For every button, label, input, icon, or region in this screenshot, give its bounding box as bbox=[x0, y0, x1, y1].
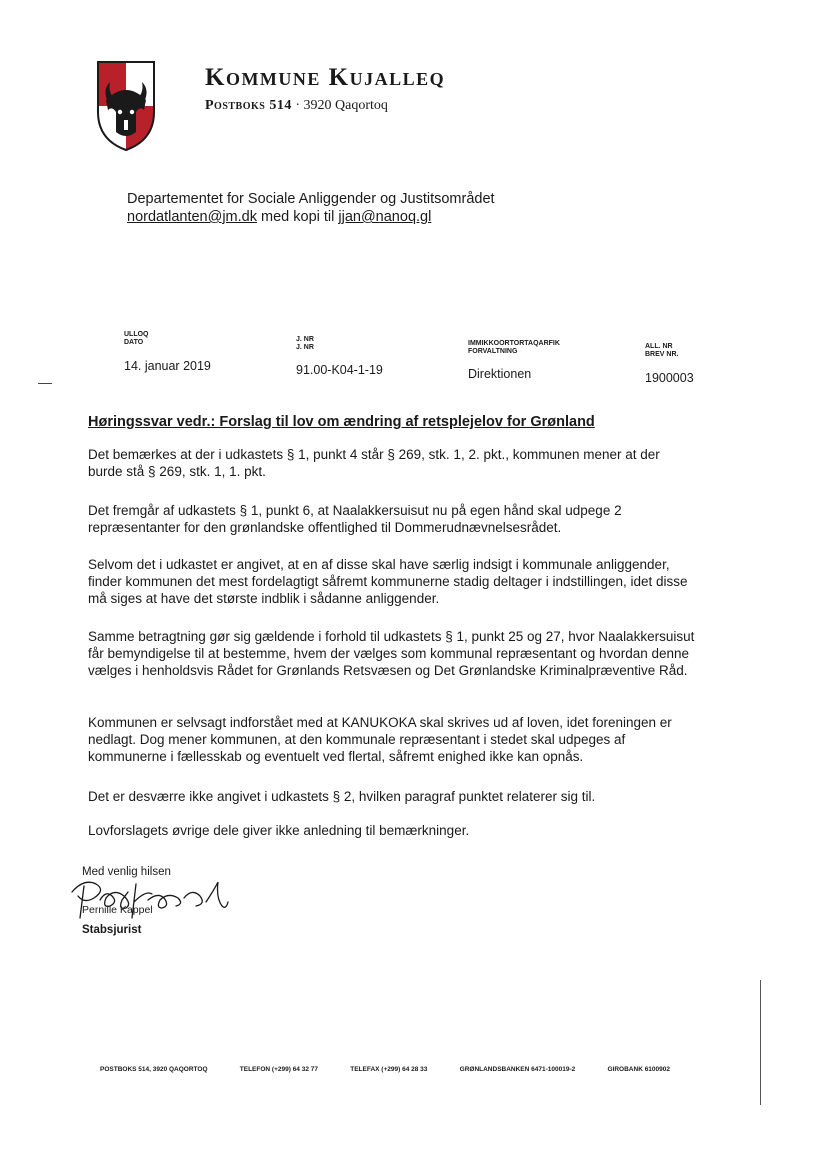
body-paragraph: Kommunen er selvsagt indforstået med at KANUKOKA skal skrives ud af loven, idet foreningen er nedlagt. Dog mener kommunen, at den kommunale repræsentant i stedet skal udpeges af kommunerne i fællesskab og eventuelt ved flertal, såfremt enighed ikke kan opnås. bbox=[88, 715, 672, 764]
recipient-email-primary[interactable]: nordatlanten@jm.dk bbox=[127, 209, 257, 225]
date-value: 14. januar 2019 bbox=[124, 359, 211, 373]
address-rest: 3920 Qaqortoq bbox=[303, 98, 388, 113]
organization-name: Kommune Kujalleq bbox=[205, 64, 446, 91]
address-separator: · bbox=[295, 98, 301, 113]
letter-number-label: ALL. NR BREV NR. bbox=[645, 343, 679, 358]
letter-number-value: 1900003 bbox=[645, 371, 694, 385]
recipient-emails bbox=[127, 208, 495, 226]
letter-subject: Høringssvar vedr.: Forslag til lov om ændring af retsplejelov for Grønland bbox=[88, 414, 595, 430]
footer-bank: GRØNLANDSBANKEN 6471-100019-2 bbox=[459, 1066, 576, 1073]
recipient-block bbox=[127, 190, 495, 226]
body-paragraph: Det bemærkes at der i udkastets § 1, punkt 4 står § 269, stk. 1, 2. pkt., kommunen mener at der burde stå § 269, stk. 1, 1. pkt. bbox=[88, 447, 660, 479]
closing-greeting: Med venlig hilsen bbox=[82, 866, 171, 878]
letter-footer bbox=[100, 1066, 670, 1073]
footer-telefax: TELEFAX (+299) 64 28 33 bbox=[350, 1066, 428, 1073]
journal-value: 91.00-K04-1-19 bbox=[296, 363, 383, 377]
journal-label: J. NR J. NR bbox=[296, 336, 314, 351]
date-label: ULLOQ DATO bbox=[124, 331, 149, 346]
administration-value: Direktionen bbox=[468, 367, 532, 381]
body-paragraph: Lovforslagets øvrige dele giver ikke anledning til bemærkninger. bbox=[88, 823, 470, 838]
footer-telephone: TELEFON (+299) 64 32 77 bbox=[239, 1066, 318, 1073]
footer-postbox: POSTBOKS 514, 3920 QAQORTOQ bbox=[100, 1066, 208, 1073]
body-paragraph: Det er desværre ikke angivet i udkastets § 2, hvilken paragraf punktet relaterer sig til. bbox=[88, 789, 596, 804]
margin-line bbox=[760, 980, 761, 1105]
body-paragraph: Samme betragtning gør sig gældende i forhold til udkastets § 1, punkt 25 og 27, hvor Naalakkersuisut får bemyndigelse til at bestemme, hvem der vælges som kommunal repræsentant og hvordan denne vælges i henholdsvis Rådet for Grønlands Retsvæsen og Det Grønlandske Kriminalpræventive Råd. bbox=[88, 629, 695, 678]
body-paragraph: Det fremgår af udkastets § 1, punkt 6, at Naalakkersuisut nu på egen hånd skal udpege 2 repræsentanter for den grønlandske offentlighed til Dommerudnævnelsesrådet. bbox=[88, 503, 622, 535]
organization-address bbox=[205, 98, 388, 114]
fold-mark bbox=[38, 383, 52, 384]
recipient-department: Departementet for Sociale Anliggender og Justitsområdet bbox=[127, 191, 495, 207]
signatory-name: Pernille Kappel bbox=[82, 904, 153, 916]
address-label: Postboks 514 bbox=[205, 98, 292, 113]
recipient-email-copy[interactable]: jjan@nanoq.gl bbox=[338, 209, 432, 225]
copy-text: med kopi til bbox=[261, 209, 335, 225]
signatory-title: Stabsjurist bbox=[82, 924, 142, 936]
kommune-crest-logo bbox=[96, 60, 156, 152]
body-paragraph: Selvom det i udkastet er angivet, at en af disse skal have særlig indsigt i kommunale anliggender, finder kommunen det mest fordelagtigt såfremt kommunerne stadig deltager i indstillingen, idet disse må siges at have det største indblik i sådanne anliggender. bbox=[88, 557, 688, 606]
handwritten-signature bbox=[66, 872, 231, 924]
administration-label: IMMIKKOORTORTAQARFIK FORVALTNING bbox=[468, 340, 560, 355]
footer-giro: GIROBANK 6100902 bbox=[607, 1066, 670, 1073]
